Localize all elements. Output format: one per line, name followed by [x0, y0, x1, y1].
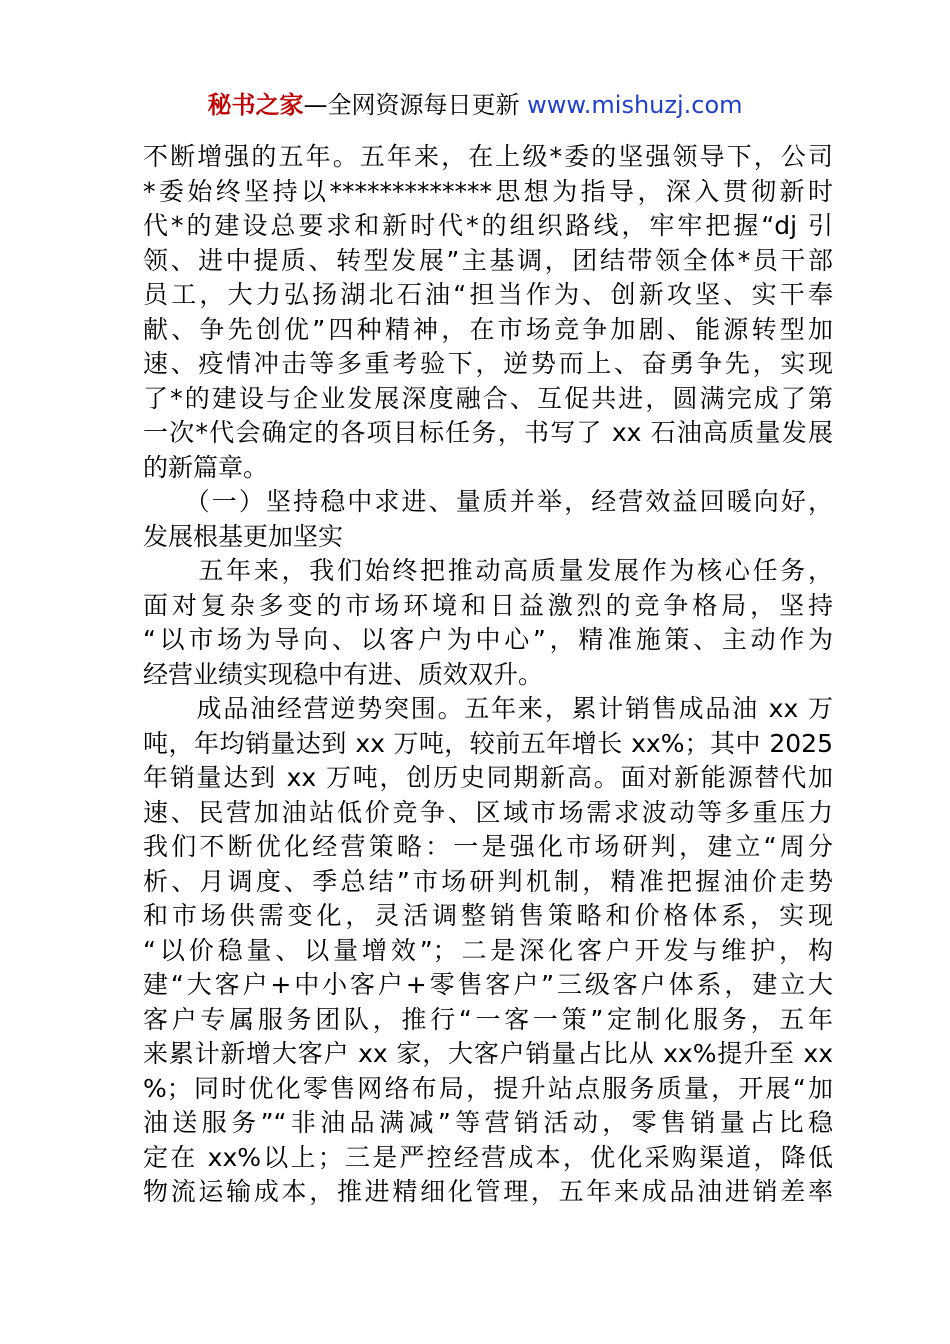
site-header [0, 88, 950, 122]
text-line: “以价稳量、以量增效”；二是深化客户开发与维护，构 [143, 935, 833, 965]
text-line: 客户专属服务团队，推行“一客一策”定制化服务，五年 [143, 1004, 833, 1034]
text-line: 面对复杂多变的市场环境和日益激烈的竞争格局，坚持 [143, 590, 833, 620]
section-heading-line: （一）坚持稳中求进、量质并举，经营效益回暖向好， [143, 487, 833, 516]
text-line: 建“大客户+中小客户+零售客户”三级客户体系，建立大 [143, 970, 833, 999]
text-line: 吨，年均销量达到 xx 万吨，较前五年增长 xx%；其中 2025 [143, 728, 833, 758]
text-line: 我们不断优化经营策略：一是强化市场研判，建立“周分 [143, 832, 833, 861]
text-line: “以市场为导向、以客户为中心”，精准施策、主动作为 [143, 625, 833, 654]
text-line: 速、民营加油站低价竞争、区域市场需求波动等多重压力 [143, 797, 833, 827]
text-line: 献、争先创优”四种精神，在市场竞争加剧、能源转型加 [143, 314, 833, 344]
text-line: 员工，大力弘扬湖北石油“担当作为、创新攻坚、实干奉 [143, 280, 833, 309]
text-line: 一次*代会确定的各项目标任务，书写了 xx 石油高质量发展 [143, 418, 833, 447]
document-body [143, 140, 833, 1210]
paragraph-end-line: 的新篇章。 [143, 452, 269, 482]
text-line: 成品油经营逆势突围。五年来，累计销售成品油 xx 万 [143, 694, 833, 723]
text-line: 油送服务”“非油品满减”等营销活动，零售销量占比稳 [143, 1108, 833, 1137]
site-brand: 秘书之家 [207, 91, 304, 119]
site-tagline: —全网资源每日更新 [303, 91, 528, 119]
paragraph-end-line: 经营业绩实现稳中有进、质效双升。 [143, 659, 544, 689]
text-line: 定在 xx%以上；三是严控经营成本，优化采购渠道，降低 [143, 1142, 833, 1172]
text-line: 五年来，我们始终把推动高质量发展作为核心任务， [143, 556, 833, 585]
text-line: 代*的建设总要求和新时代*的组织路线，牢牢把握“dj 引 [143, 211, 833, 240]
text-line: *委始终坚持以*************思想为指导，深入贯彻新时 [143, 176, 833, 206]
text-line: 物流运输成本，推进精细化管理，五年来成品油进销差率 [143, 1177, 833, 1206]
text-line: 了*的建设与企业发展深度融合、互促共进，圆满完成了第 [143, 383, 833, 413]
text-line: 来累计新增大客户 xx 家，大客户销量占比从 xx%提升至 xx [143, 1039, 833, 1068]
text-line: 速、疫情冲击等多重考验下，逆势而上、奋勇争先，实现 [143, 349, 833, 378]
text-line: %；同时优化零售网络布局，提升站点服务质量，开展“加 [143, 1073, 833, 1103]
text-line: 年销量达到 xx 万吨，创历史同期新高。面对新能源替代加 [143, 763, 833, 792]
text-line: 不断增强的五年。五年来，在上级*委的坚强领导下，公司 [143, 142, 833, 171]
text-line: 领、进中提质、转型发展”主基调，团结带领全体*员干部 [143, 245, 833, 275]
site-url-link[interactable]: www.mishuzj.com [527, 91, 743, 119]
section-heading-end-line: 发展根基更加坚实 [143, 521, 344, 551]
text-line: 和市场供需变化，灵活调整销售策略和价格体系，实现 [143, 901, 833, 930]
text-line: 析、月调度、季总结”市场研判机制，精准把握油价走势 [143, 866, 833, 896]
